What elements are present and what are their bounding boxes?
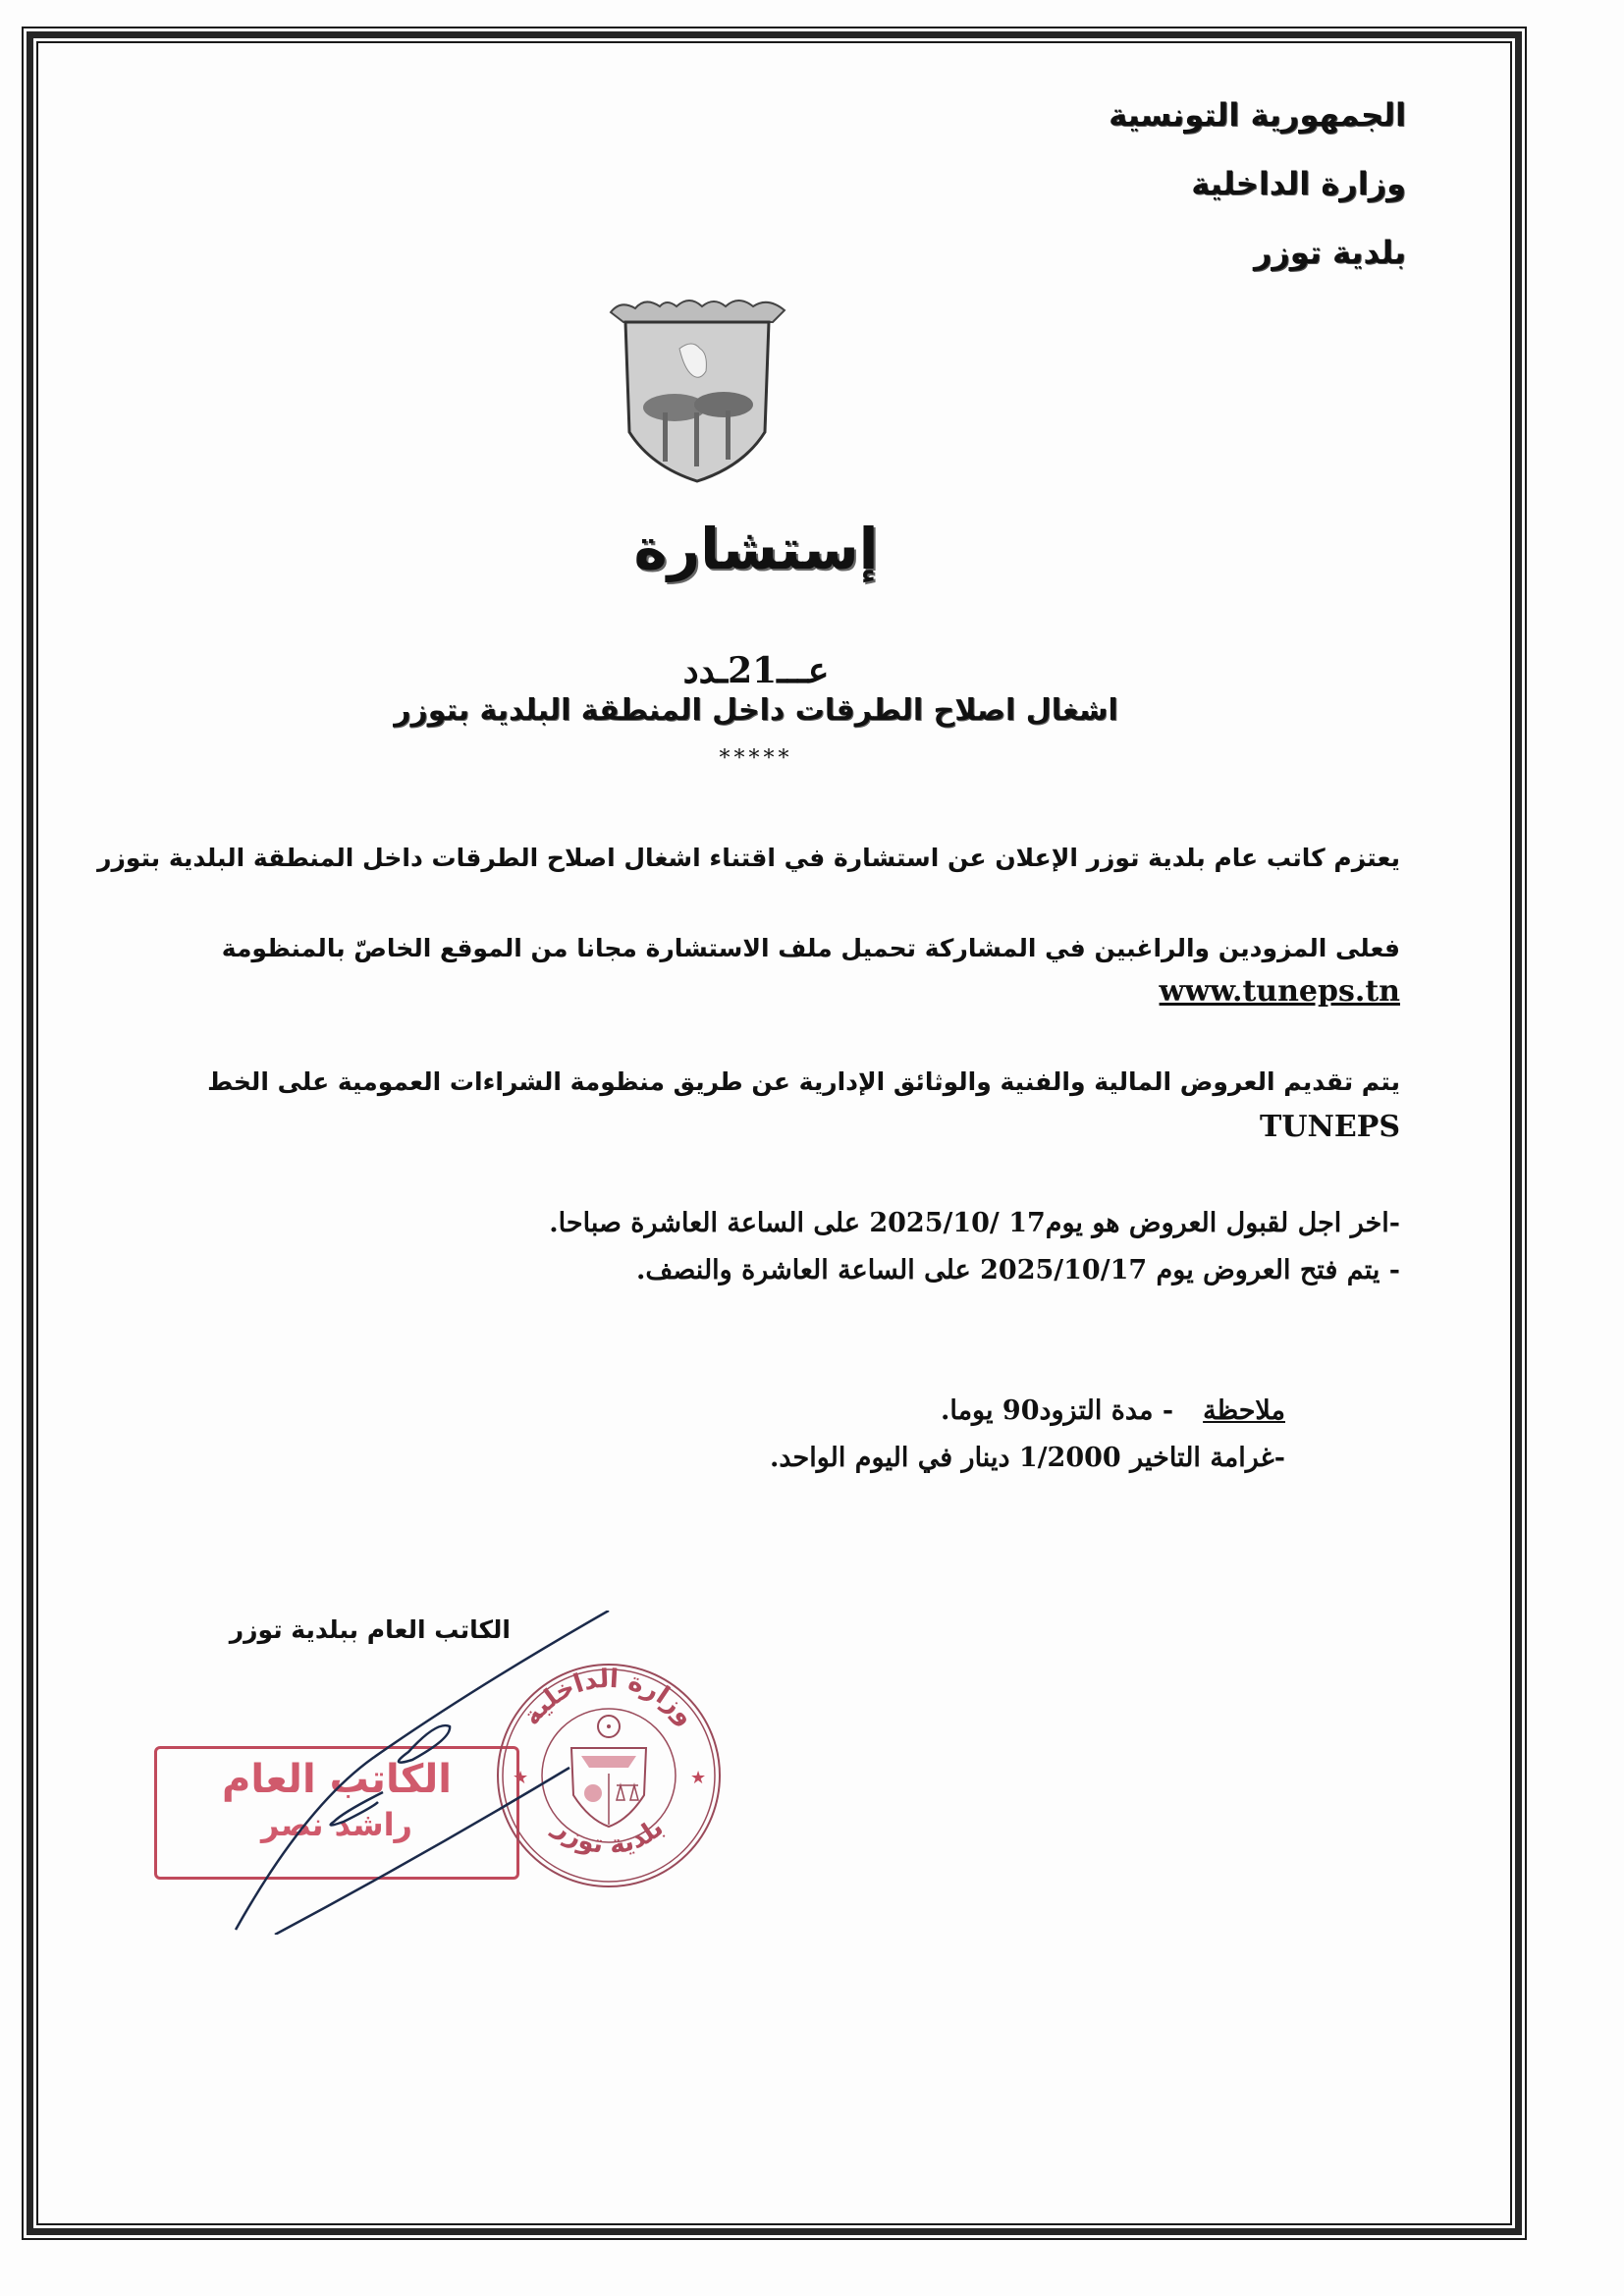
submission-deadline: -اخر اجل لقبول العروض هو يوم17 /2025/10 على الساعة العاشرة صباحا.	[549, 1208, 1400, 1238]
stamp-name: راشد نصر	[261, 1806, 412, 1843]
opening-date: - يتم فتح العروض يوم 2025/10/17 على الساعة العاشرة والنصف.	[636, 1255, 1400, 1285]
seal-star-right-icon: ★	[690, 1768, 707, 1788]
seal-star-left-icon: ★	[513, 1768, 529, 1788]
consultation-number: عـــ21ـدد	[682, 650, 830, 691]
svg-text:بلدية توزر	[547, 1812, 670, 1860]
tuneps-system-name: TUNEPS	[1260, 1110, 1400, 1144]
letterhead-ministry: وزارة الداخلية	[1191, 165, 1406, 202]
late-penalty: -غرامة التاخير 1/2000 دينار في اليوم الواحد.	[769, 1443, 1285, 1473]
note-block	[295, 1388, 1285, 1482]
coat-of-arms-icon	[606, 295, 788, 483]
svg-text:وزارة الداخلية	[516, 1665, 700, 1731]
seal-bottom-text: بلدية توزر	[548, 1813, 670, 1861]
download-paragraph: فعلى المزودين والراغبين في المشاركة تحميل ملف الاستشارة مجانا من الموقع الخاصّ بالمنظومة	[221, 934, 1400, 962]
delivery-period: - مدة التزود90 يوما.	[940, 1395, 1174, 1426]
letterhead-republic: الجمهورية التونسية	[1109, 96, 1406, 134]
consultation-subject: اشغال اصلاح الطرقات داخل المنطقة البلدية بتوزر	[394, 693, 1118, 728]
municipal-seal-icon	[491, 1658, 727, 1893]
letterhead-municipality: بلدية توزر	[1253, 234, 1406, 271]
official-name-stamp	[154, 1746, 519, 1880]
document-title: إستشارة	[633, 516, 879, 582]
separator: *****	[719, 746, 793, 771]
dates-block	[295, 1200, 1400, 1294]
tuneps-website-link[interactable]: www.tuneps.tn	[1159, 974, 1400, 1009]
seal-top-text: وزارة الداخلية	[516, 1664, 701, 1731]
submission-paragraph: يتم تقديم العروض المالية والفنية والوثائق الإدارية عن طريق منظومة الشراءات العمومية على الخط	[207, 1067, 1400, 1096]
letterhead	[915, 81, 1406, 287]
announcement-paragraph: يعتزم كاتب عام بلدية توزر الإعلان عن استشارة في اقتناء اشغال اصلاح الطرقات داخل المنطقة البلدية بتوزر	[97, 844, 1400, 872]
note-label: ملاحظة	[1203, 1395, 1285, 1426]
stamp-title: الكاتب العام	[222, 1757, 452, 1802]
signatory-title: الكاتب العام ببلدية توزر	[229, 1615, 511, 1644]
